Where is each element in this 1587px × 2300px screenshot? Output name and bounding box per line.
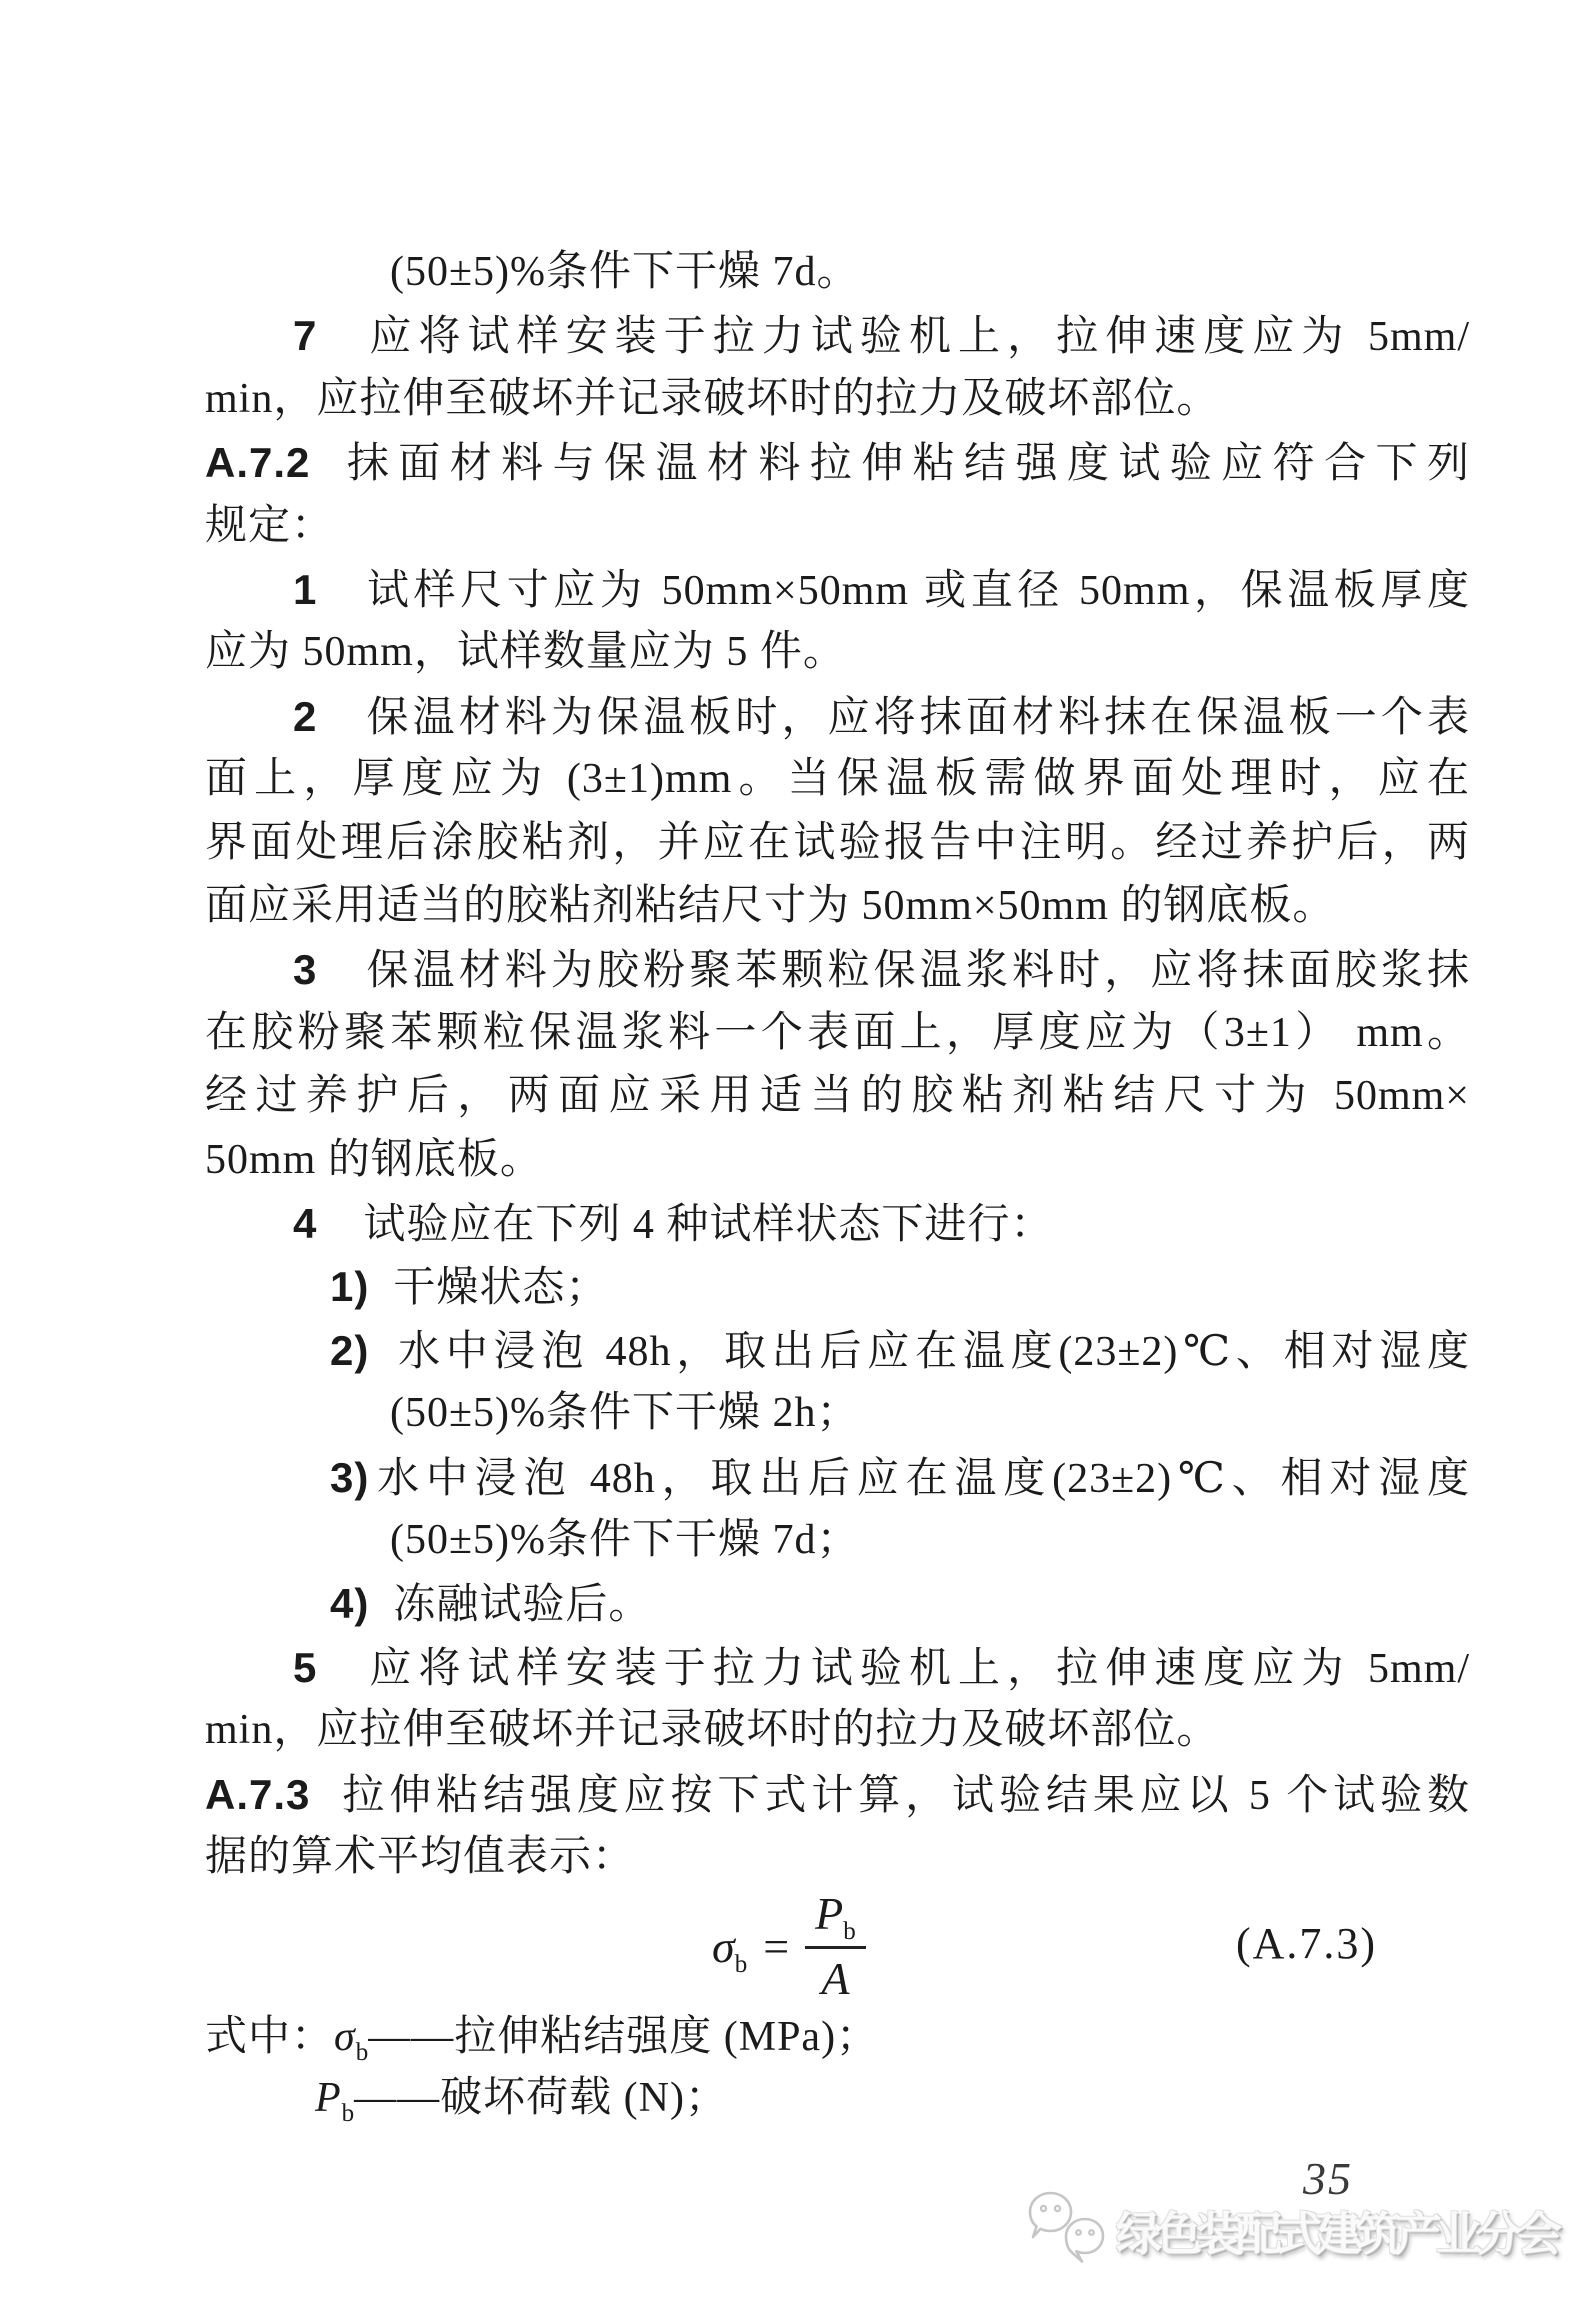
text-line [205,1129,543,1192]
equals-sign: = [763,1921,790,1972]
text-line [293,685,1470,750]
page-number: 35 [1303,2153,1353,2204]
symbol-definition-sigma [205,2006,879,2069]
line-text: 50mm 的钢底板。 [205,1137,543,1183]
clause-number: A.7.3 [205,1771,311,1818]
equation-number: (A.7.3) [1236,1919,1378,1968]
footer-brand-text: 绿色装配式建筑产业分会 [1116,2208,1556,2260]
line-text: 试样尺寸应为 50mm×50mm 或直径 50mm，保温板厚度 [363,568,1470,614]
line-text: 面上，厚度应为 (3±1)mm。当保温板需做界面处理时，应在 [205,756,1470,802]
clause-number: 4) [330,1580,370,1627]
formula [712,1888,866,2005]
line-text: 应将试样安装于拉力试验机上，拉伸速度应为 5mm/ [363,314,1470,360]
clause-number: 2) [330,1327,370,1374]
line-text: (50±5)%条件下干燥 7d； [390,1517,860,1563]
line-text: min，应拉伸至破坏并记录破坏时的拉力及破坏部位。 [205,376,1220,422]
line-text: 保温材料为保温板时，应将抹面材料抹在保温板一个表 [363,695,1470,741]
text-line [390,241,860,304]
p-symbol: $P_b$ [315,2075,355,2127]
text-line [330,1572,651,1637]
line-text: 据的算术平均值表示： [205,1834,636,1880]
text-line [390,1509,860,1572]
clause-number: 2 [293,693,318,740]
line-text: 干燥状态； [393,1265,609,1311]
text-line [205,1826,635,1889]
symbol-description: 破坏荷载 (N)； [440,2075,728,2121]
text-line [330,1446,1470,1511]
text-line [205,621,846,684]
text-line [205,1699,1219,1762]
line-text: 应将试样安装于拉力试验机上，拉伸速度应为 5mm/ [363,1646,1470,1692]
text-line [293,1192,1053,1257]
line-text: 冻融试验后。 [393,1582,652,1628]
dash: —— [368,2014,455,2060]
clause-number: 7 [293,312,318,359]
text-line [205,368,1219,431]
text-line [390,1382,860,1445]
clause-number: 5 [293,1644,318,1691]
clause-number: 4 [293,1200,318,1247]
line-text: 保温材料为胶粉聚苯颗粒保温浆料时，应将抹面胶浆抹 [363,948,1470,994]
text-line [330,1255,608,1320]
symbol-definition-load [315,2067,728,2130]
line-text: 应为 50mm，试样数量应为 5 件。 [205,629,846,675]
line-text: 在胶粉聚苯颗粒保温浆料一个表面上，厚度应为（3±1） mm。 [205,1010,1470,1056]
text-line [205,431,1470,496]
line-text: 试验应在下列 4 种试样状态下进行： [363,1202,1054,1248]
line-text: (50±5)%条件下干燥 7d。 [390,249,860,295]
sigma-symbol: $\sigma_b$ [334,2014,369,2066]
dash: —— [354,2075,441,2121]
line-text: 界面处理后涂胶粘剂，并应在试验报告中注明。经过养护后，两 [205,820,1470,866]
line-text: 面应采用适当的胶粘剂粘结尺寸为 50mm×50mm 的钢底板。 [205,883,1336,929]
symbol-description: 拉伸粘结强度 (MPa)； [454,2014,880,2060]
clause-number: 3 [293,946,318,993]
footer-brand [1024,2188,1556,2274]
text-line [205,875,1335,938]
fraction-numerator: $P_b$ [815,1888,856,1945]
line-text: 拉伸粘结强度应按下式计算，试验结果应以 5 个试验数 [338,1773,1470,1819]
clause-number: 1 [293,566,318,613]
line-text: 水中浸泡 48h，取出后应在温度(23±2)℃、相对湿度 [371,1456,1470,1502]
text-line [330,1319,1470,1384]
text-line [205,1065,1470,1128]
text-line [205,748,1470,811]
line-text: 水中浸泡 48h，取出后应在温度(23±2)℃、相对湿度 [393,1329,1470,1375]
line-text: min，应拉伸至破坏并记录破坏时的拉力及破坏部位。 [205,1707,1220,1753]
text-line [293,304,1470,369]
text-line [205,812,1470,875]
clause-number: A.7.2 [205,439,311,486]
fraction-denominator: A [805,1946,865,2005]
clause-number: 1) [330,1263,370,1310]
formula-fraction [805,1888,866,2005]
clause-number: 3) [330,1454,370,1501]
line-text: 经过养护后，两面应采用适当的胶粘剂粘结尺寸为 50mm× [205,1073,1470,1119]
line-text: 规定： [205,503,335,549]
text-line [293,938,1470,1003]
formula-sigma: $\sigma_b$ [712,1921,748,1978]
text-line [293,558,1470,623]
text-line [205,495,334,558]
line-text: (50±5)%条件下干燥 2h； [390,1390,860,1436]
text-line [205,1763,1470,1828]
text-line [205,1002,1470,1065]
wechat-icon [1024,2188,1110,2274]
text-line [293,1636,1470,1701]
where-label: 式中： [205,2014,335,2060]
line-text: 抹面材料与保温材料拉伸粘结强度试验应符合下列 [338,441,1470,487]
